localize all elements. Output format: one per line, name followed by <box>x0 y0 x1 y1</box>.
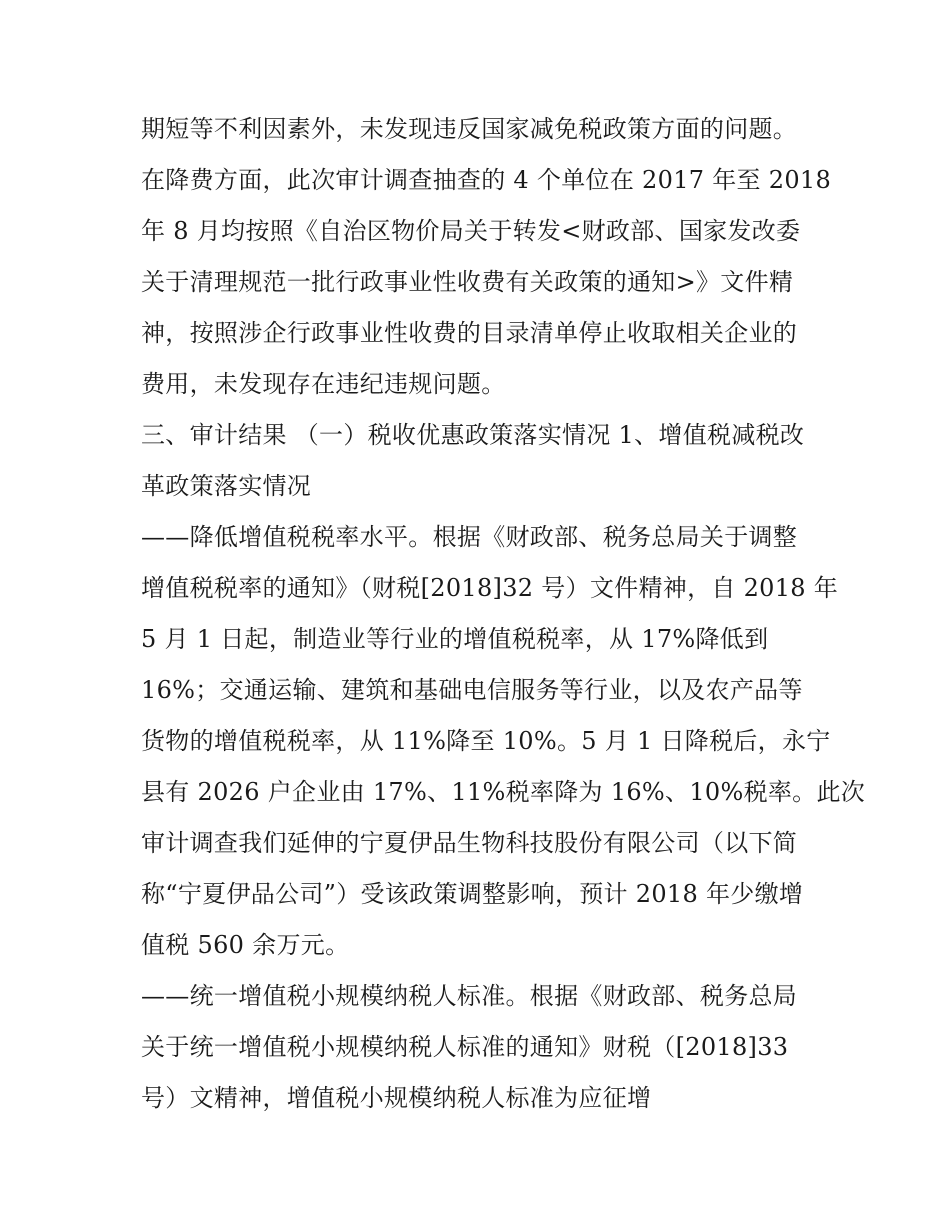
text-line: 审计调查我们延伸的宁夏伊品生物科技股份有限公司（以下简 <box>141 829 798 857</box>
section-heading: 三、审计结果 （一）税收优惠政策落实情况 1、增值税减税改 <box>141 421 805 449</box>
text-line: 值税 560 余万元。 <box>141 931 350 959</box>
text-line: 16%；交通运输、建筑和基础电信服务等行业，以及农产品等 <box>141 676 803 704</box>
text-line: 年 8 月均按照《自治区物价局关于转发<财政部、国家发改委 <box>141 217 801 245</box>
text-line: 增值税税率的通知》（财税[2018]32 号）文件精神，自 2018 年 <box>141 574 839 602</box>
section-heading-cont: 革政策落实情况 <box>141 472 312 500</box>
text-line: 期短等不利因素外，未发现违反国家减免税政策方面的问题。 <box>141 115 798 143</box>
text-line: 关于清理规范一批行政事业性收费有关政策的通知>》文件精 <box>141 268 794 296</box>
text-line: 县有 2026 户企业由 17%、11%税率降为 16%、10%税率。此次 <box>141 778 866 806</box>
text-line: 神，按照涉企行政事业性收费的目录清单停止收取相关企业的 <box>141 319 798 347</box>
text-line: 货物的增值税税率，从 11%降至 10%。5 月 1 日降税后，永宁 <box>141 727 831 755</box>
text-line: 称“宁夏伊品公司”）受该政策调整影响，预计 2018 年少缴增 <box>141 880 804 908</box>
document-body <box>141 104 866 1124</box>
text-line: 费用，未发现存在违纪违规问题。 <box>141 370 506 398</box>
text-line: 在降费方面，此次审计调查抽查的 4 个单位在 2017 年至 2018 <box>141 166 832 194</box>
text-line: ——降低增值税税率水平。根据《财政部、税务总局关于调整 <box>141 523 798 551</box>
text-line: 5 月 1 日起，制造业等行业的增值税税率，从 17%降低到 <box>141 625 769 653</box>
text-line: 号）文精神，增值税小规模纳税人标准为应征增 <box>141 1084 652 1112</box>
text-line: ——统一增值税小规模纳税人标准。根据《财政部、税务总局 <box>141 982 798 1010</box>
text-line: 关于统一增值税小规模纳税人标准的通知》财税（[2018]33 <box>141 1033 789 1061</box>
